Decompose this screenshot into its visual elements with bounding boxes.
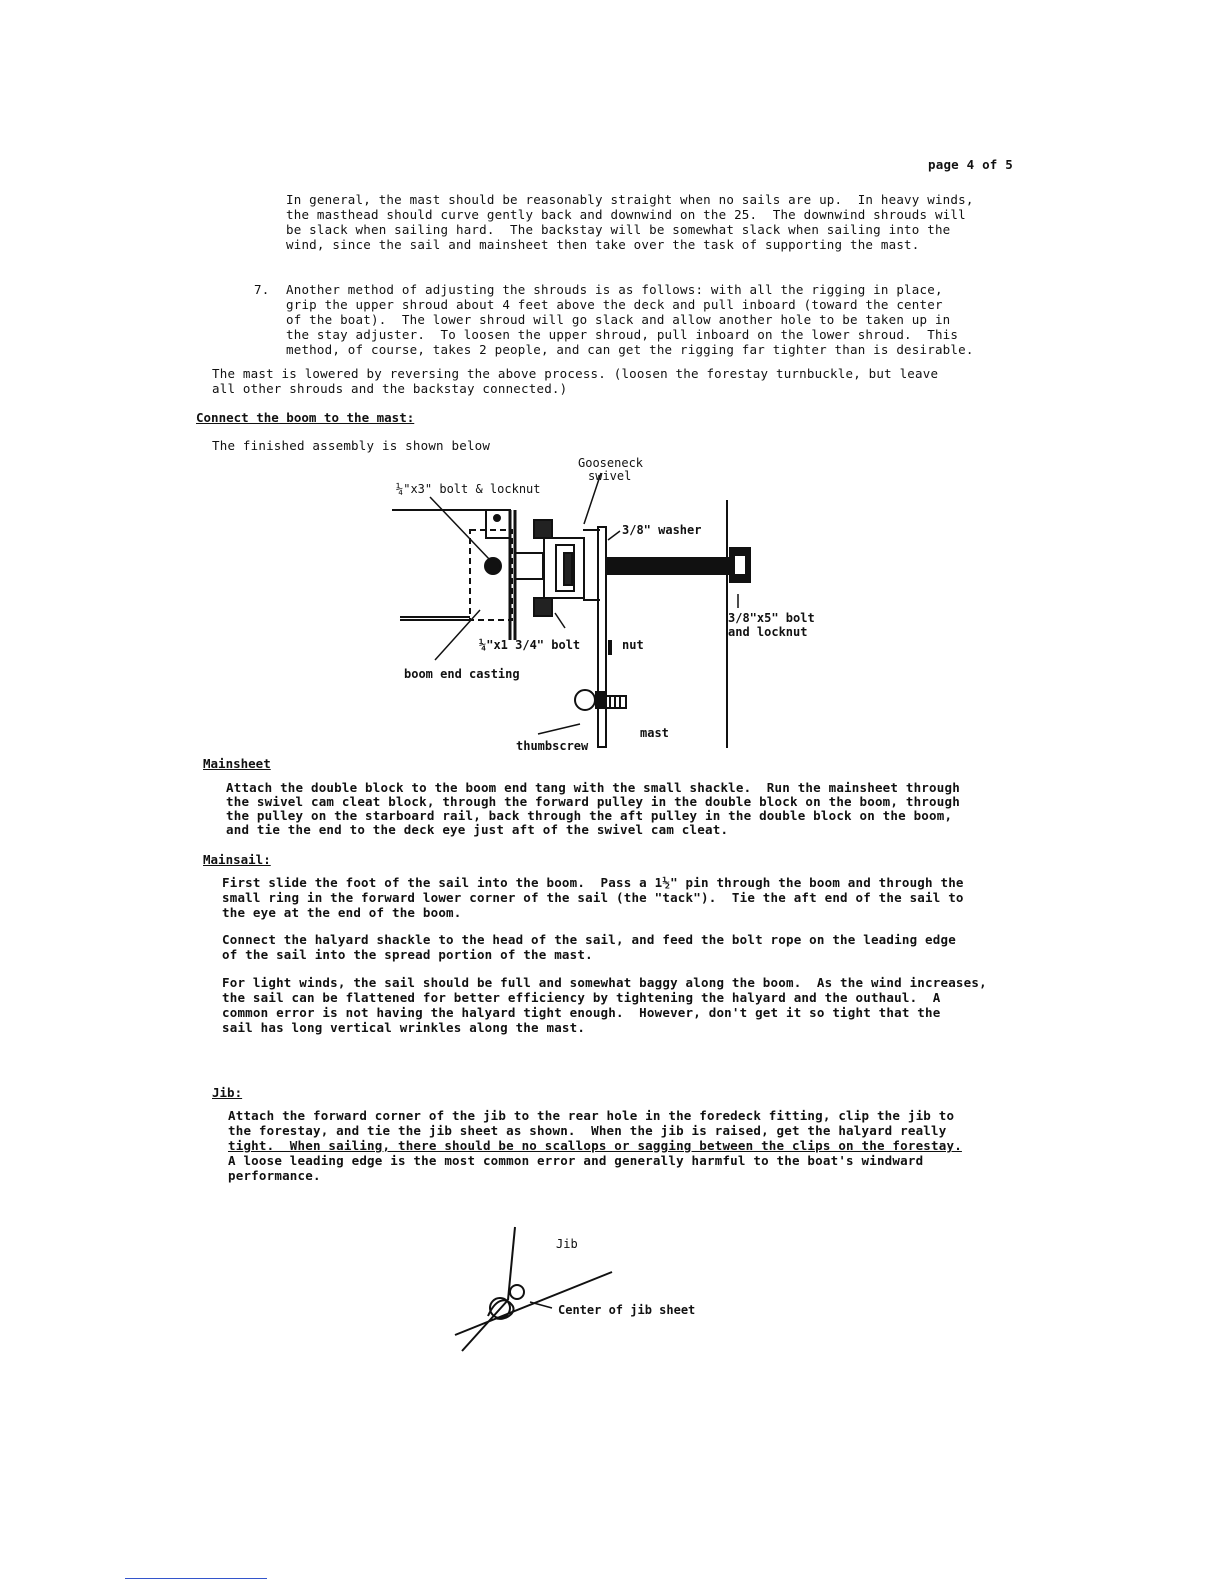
boom-intro: The finished assembly is shown below xyxy=(212,438,491,453)
text-line: Another method of adjusting the shrouds is as follows: with all the rigging in place, xyxy=(286,282,943,297)
text-line: method, of course, takes 2 people, and can get the rigging far tighter than is desirable. xyxy=(286,342,974,357)
bottom-divider xyxy=(125,1578,267,1579)
text-line: the sail can be flattened for better efficiency by tightening the halyard and the outhaul. A xyxy=(222,990,941,1005)
label-bolt-locknut: ¼"x3" bolt & locknut xyxy=(396,482,541,496)
heading-connect-boom: Connect the boom to the mast: xyxy=(196,410,415,425)
text-line: the forestay, and tie the jib sheet as shown. When the jib is raised, get the halyard really xyxy=(228,1123,947,1138)
text-line: performance. xyxy=(228,1168,321,1183)
text-line: and tie the end to the deck eye just aft of the swivel cam cleat. xyxy=(226,822,729,837)
text-line: be slack when sailing hard. The backstay will be somewhat slack when sailing into the xyxy=(286,222,951,237)
heading-jib: Jib: xyxy=(212,1085,243,1100)
heading-mainsheet: Mainsheet xyxy=(203,756,271,771)
text-line: Connect the halyard shackle to the head of the sail, and feed the bolt rope on the leading edge xyxy=(222,932,956,947)
label-bolt-5: 3/8"x5" bolt xyxy=(728,611,815,625)
text-line: For light winds, the sail should be full and somewhat baggy along the boom. As the wind increases, xyxy=(222,975,987,990)
text-line: common error is not having the halyard tight enough. However, don't get it so tight that the xyxy=(222,1005,941,1020)
label-jib: Jib xyxy=(556,1237,578,1251)
label-bolt-134: ¼"x1 3/4" bolt xyxy=(479,638,581,652)
text-line: Attach the double block to the boom end tang with the small shackle. Run the mainsheet through xyxy=(226,780,960,795)
label-gooseneck: Gooseneck xyxy=(578,456,644,470)
text-line: of the boat). The lower shroud will go slack and allow another hole to be taken up in xyxy=(286,312,951,327)
text-line: of the sail into the spread portion of the mast. xyxy=(222,947,593,962)
text-line: tight. When sailing, there should be no scallops or sagging between the clips on the forestay. xyxy=(228,1138,962,1153)
label-mast: mast xyxy=(640,726,669,740)
step-number: 7. xyxy=(254,282,270,297)
text-line: In general, the mast should be reasonably straight when no sails are up. In heavy winds, xyxy=(286,192,974,207)
text-line: the stay adjuster. To loosen the upper shroud, pull inboard on the lower shroud. This xyxy=(286,327,959,342)
label-boom-end-casting: boom end casting xyxy=(404,667,520,681)
label-nut: nut xyxy=(622,638,644,652)
text-line: sail has long vertical wrinkles along the mast. xyxy=(222,1020,586,1035)
text-line: small ring in the forward lower corner of the sail (the "tack"). Tie the aft end of the sail to xyxy=(222,890,964,905)
text-line: A loose leading edge is the most common error and generally harmful to the boat's windward xyxy=(228,1153,924,1168)
label-thumbscrew: thumbscrew xyxy=(516,739,589,753)
label-and-locknut: and locknut xyxy=(728,625,808,639)
text-line: all other shrouds and the backstay connected.) xyxy=(212,381,568,396)
page-number: page 4 of 5 xyxy=(928,157,1013,172)
label-center-jib-sheet: Center of jib sheet xyxy=(558,1303,696,1317)
text-line: the eye at the end of the boom. xyxy=(222,905,462,920)
text-line: First slide the foot of the sail into the boom. Pass a 1½" pin through the boom and through the xyxy=(222,875,964,890)
text-line: grip the upper shroud about 4 feet above the deck and pull inboard (toward the center xyxy=(286,297,943,312)
text-line: Attach the forward corner of the jib to the rear hole in the foredeck fitting, clip the jib to xyxy=(228,1108,955,1123)
text-line: the pulley on the starboard rail, back through the aft pulley in the double block on the boom, xyxy=(226,808,953,823)
text-line: the masthead should curve gently back and downwind on the 25. The downwind shrouds will xyxy=(286,207,966,222)
heading-mainsail: Mainsail: xyxy=(203,852,271,867)
label-swivel: swivel xyxy=(588,469,632,483)
text-line: wind, since the sail and mainsheet then take over the task of supporting the mast. xyxy=(286,237,920,252)
text-line: the swivel cam cleat block, through the forward pulley in the double block on the boom, through xyxy=(226,794,960,809)
text-line: The mast is lowered by reversing the above process. (loosen the forestay turnbuckle, but leave xyxy=(212,366,939,381)
label-washer: 3/8" washer xyxy=(622,523,702,537)
